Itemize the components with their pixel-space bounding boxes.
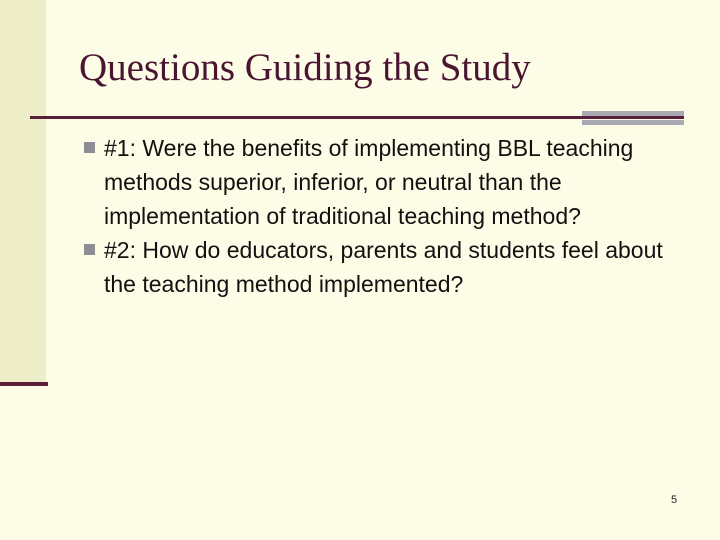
title-rule <box>30 116 684 119</box>
square-bullet-icon <box>84 244 95 255</box>
bullet-item <box>83 233 693 301</box>
title-rule-accent-bottom <box>582 120 684 125</box>
bullet-list <box>83 131 693 301</box>
bullet-item <box>83 131 693 233</box>
bullet-text: #2: How do educators, parents and students feel about the teaching method implemented? <box>104 237 663 297</box>
page-number: 5 <box>670 494 678 506</box>
slide-title: Questions Guiding the Study <box>79 46 531 89</box>
left-bar-underline <box>0 382 48 386</box>
left-decorative-bar <box>0 0 46 384</box>
square-bullet-icon <box>84 142 95 153</box>
bullet-text: #1: Were the benefits of implementing BBL teaching methods superior, inferior, or neutral than the implementation of traditional teaching method? <box>104 135 634 229</box>
